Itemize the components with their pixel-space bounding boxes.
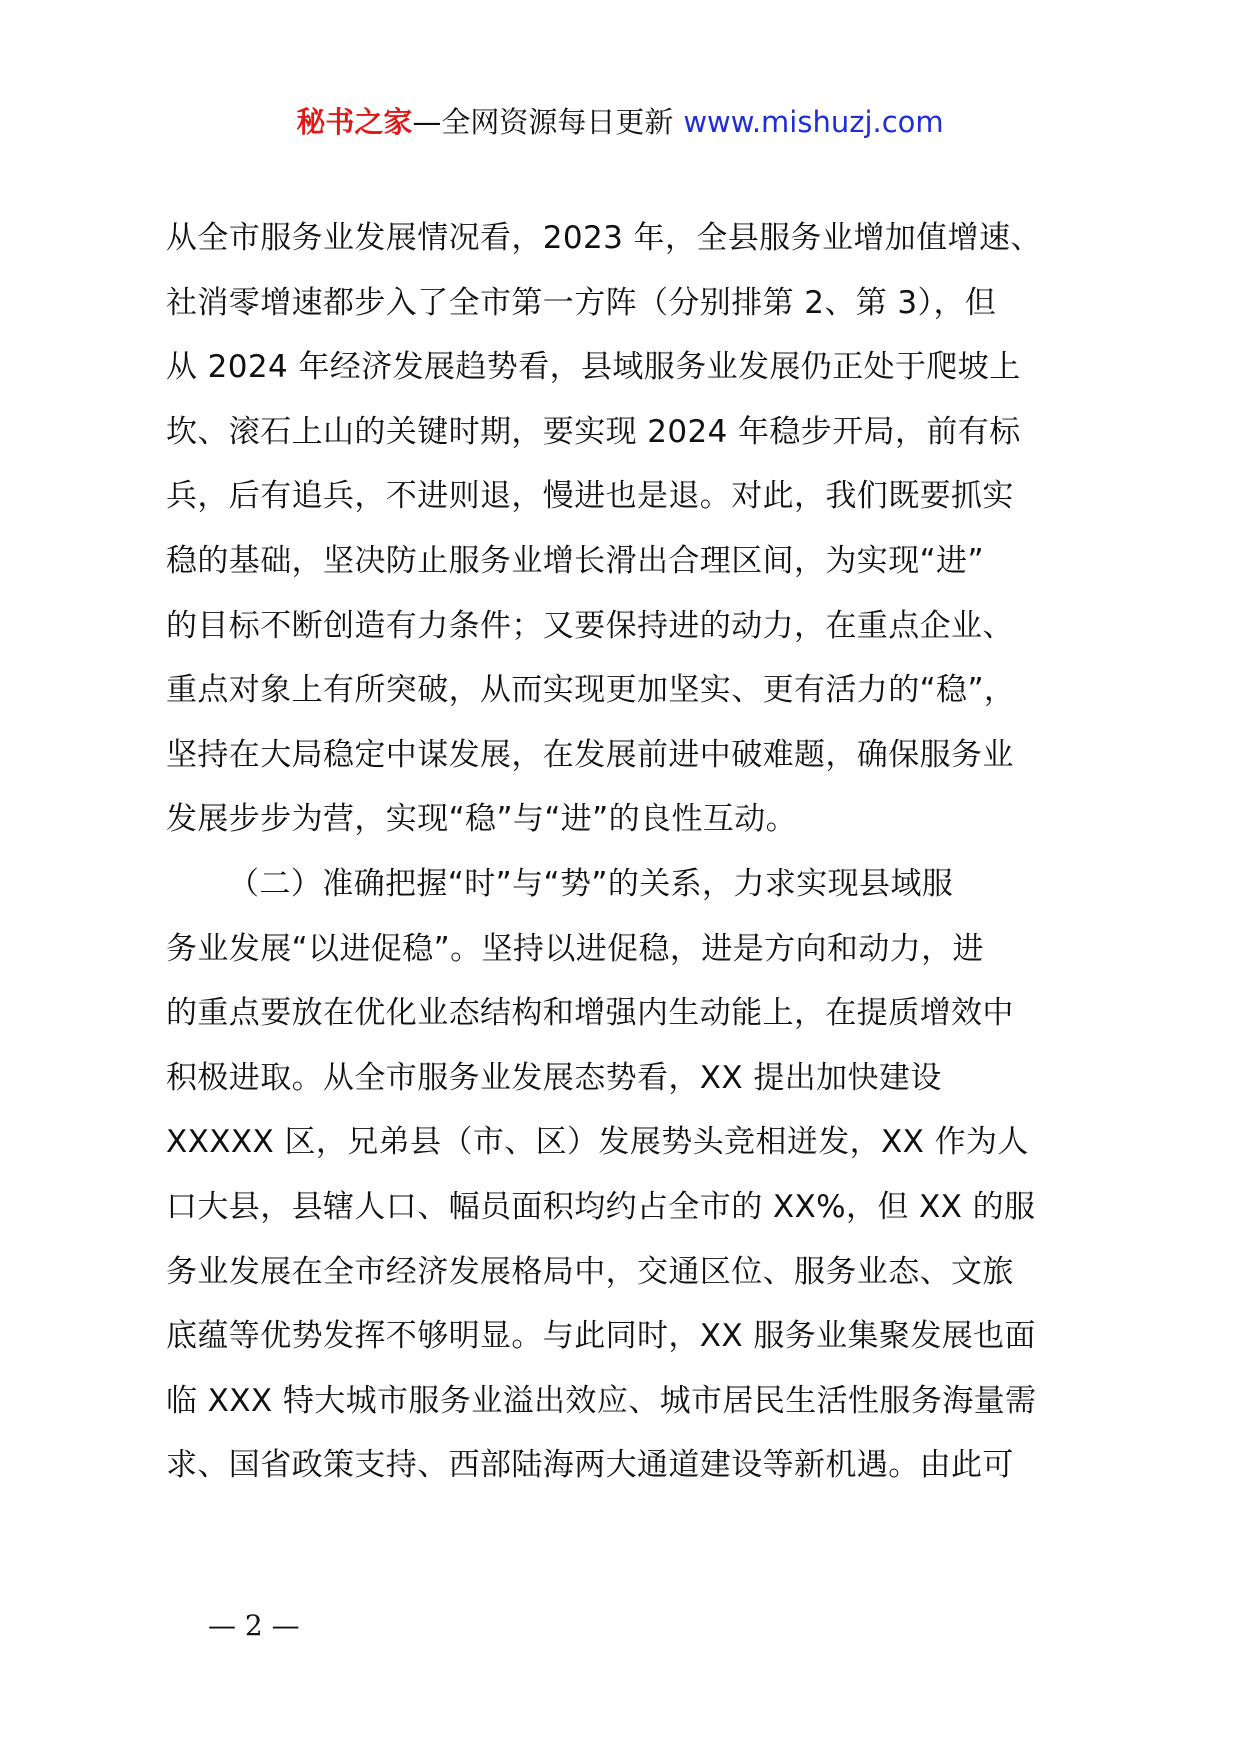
text-line: 从全市服务业发展情况看，2023 年，全县服务业增加值增速、 (166, 220, 1042, 256)
brand-name: 秘书之家 (296, 105, 413, 139)
text-line: 的重点要放在优化业态结构和增强内生动能上，在提质增效中 (166, 995, 1014, 1032)
text-line: 求、国省政策支持、西部陆海两大通道建设等新机遇。由此可 (166, 1447, 1014, 1484)
text-line: 发展步步为营，实现“稳”与“进”的良性互动。 (166, 801, 798, 838)
text-line: 底蕴等优势发挥不够明显。与此同时，XX 服务业集聚发展也面 (166, 1318, 1036, 1355)
page-header (0, 102, 1240, 142)
text-line: 重点对象上有所突破，从而实现更加坚实、更有活力的“稳”， (166, 672, 1016, 709)
text-line: 口大县，县辖人口、幅员面积均约占全市的 XX%，但 XX 的服 (166, 1188, 1036, 1225)
text-line: 的目标不断创造有力条件；又要保持进的动力，在重点企业、 (166, 607, 1014, 644)
text-line: 临 XXX 特大城市服务业溢出效应、城市居民生活性服务海量需 (166, 1382, 1037, 1419)
text-line: XXXXX 区，兄弟县（市、区）发展势头竞相迸发，XX 作为人 (166, 1124, 1029, 1161)
text-line: 务业发展在全市经济发展格局中，交通区位、服务业态、文旅 (166, 1253, 1014, 1290)
text-line: 从 2024 年经济发展趋势看，县域服务业发展仍正处于爬坡上 (166, 349, 1021, 386)
text-line: 务业发展“以进促稳”。坚持以进促稳，进是方向和动力，进 (166, 930, 984, 967)
text-line: 坚持在大局稳定中谋发展，在发展前进中破难题，确保服务业 (166, 736, 1014, 773)
text-line: 兵，后有追兵，不进则退，慢进也是退。对此，我们既要抓实 (166, 478, 1014, 515)
body-text (166, 206, 1096, 1498)
page-number: — 2 — (208, 1609, 300, 1642)
text-line: 坎、滚石上山的关键时期，要实现 2024 年稳步开局，前有标 (166, 413, 1021, 450)
header-slogan: —全网资源每日更新 (412, 105, 674, 139)
section-heading-line: （二）准确把握“时”与“势”的关系，力求实现县域服 (228, 865, 954, 902)
site-url-link[interactable]: www.mishuzj.com (683, 105, 944, 139)
text-line: 稳的基础，坚决防止服务业增长滑出合理区间，为实现“进” (166, 542, 984, 579)
text-line: 积极进取。从全市服务业发展态势看，XX 提出加快建设 (166, 1059, 942, 1096)
text-line: 社消零增速都步入了全市第一方阵（分别排第 2、第 3），但 (166, 284, 997, 321)
